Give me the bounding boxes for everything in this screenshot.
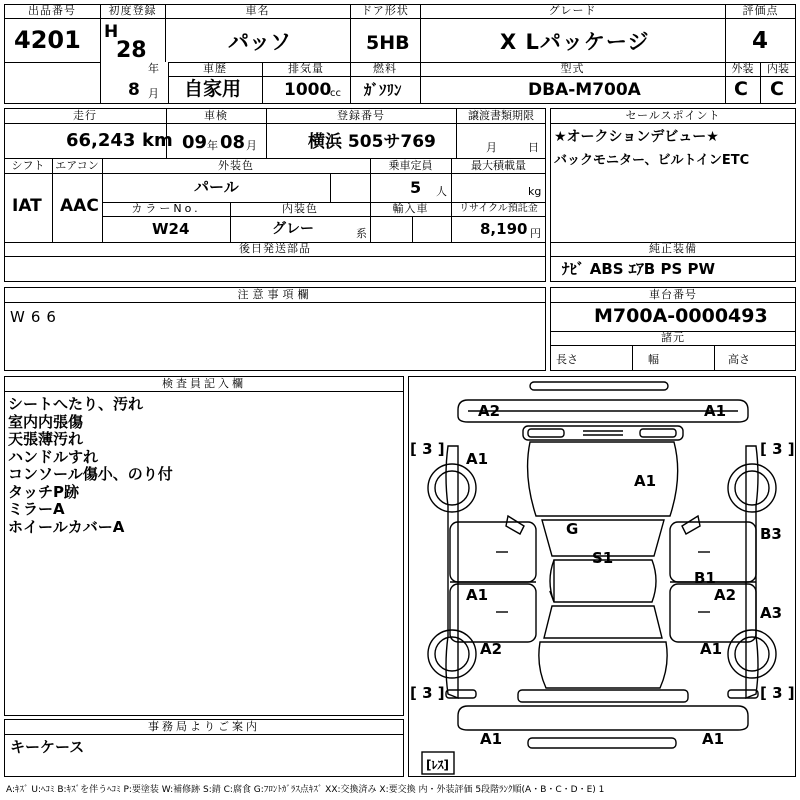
ac-label: エアコン (55, 159, 99, 172)
transfer-day-unit: 日 (528, 141, 539, 154)
spare-label: [ﾚｽ] (426, 758, 449, 772)
int-color-suffix: 系 (356, 227, 367, 240)
inspector-label: 検査員記入欄 (162, 377, 246, 390)
chassis-label: 車台番号 (649, 288, 697, 301)
note-item: ホイールカバーA (8, 517, 125, 536)
exterior-label: 外装 (731, 62, 754, 75)
recycle-value: 8,190 (480, 220, 528, 238)
insp-month-unit: 月 (246, 139, 257, 152)
max-load-label: 最大積載量 (471, 159, 526, 172)
plate-value: 横浜 505サ769 (308, 132, 436, 152)
office-label: 事務局よりご案内 (148, 720, 260, 733)
caution-text: W66 (10, 308, 62, 326)
length-label: 長さ (556, 353, 578, 366)
mark-front-left: A2 (478, 402, 501, 420)
import-label: 輸入車 (392, 202, 429, 215)
insp-year-value: 09 (182, 132, 208, 153)
inspector-notes (8, 396, 173, 536)
mark-rear-right: A1 (702, 730, 725, 748)
ac-value: AAC (60, 196, 99, 216)
interior-label: 内装 (767, 62, 789, 75)
fuel-label: 燃料 (373, 62, 397, 75)
sales-point-label: セールスポイント (625, 109, 721, 122)
legend-footer: A:ｷｽﾞ U:ﾍｺﾐ B:ｷｽﾞを伴うﾍｺﾐ P:要塗装 W:補修跡 S:錆 C:腐食 G:ﾌﾛﾝﾄｶﾞﾗｽ点ｷｽﾞ XX:交換済み X:要交換 内・外装評価 5段階ﾗﾝｸ順(A・B・C・D・E) 1 (6, 785, 605, 795)
note-item: ハンドルすれ (8, 447, 99, 466)
mark-glass: G (566, 520, 579, 538)
office-text: キーケース (10, 738, 85, 756)
insp-month-value: 08 (220, 132, 246, 153)
max-load-unit: kg (528, 185, 542, 198)
caution-label: 注意事項欄 (237, 288, 313, 301)
shift-label: シフト (11, 159, 45, 172)
mark-rear-left: A1 (480, 730, 503, 748)
capacity-value: 5 (410, 178, 422, 197)
int-color-value: グレー (272, 221, 314, 237)
tire-front-right-label: [ 3 ] (760, 440, 795, 458)
ext-color-label: 外装色 (218, 159, 254, 172)
note-item: 室内内張傷 (8, 412, 84, 431)
displacement-label: 排気量 (288, 62, 324, 75)
grade-label: グレード (548, 4, 597, 17)
dimensions-label: 諸元 (661, 331, 685, 344)
capacity-unit: 人 (436, 185, 447, 198)
month-unit: 月 (148, 87, 159, 100)
mark-left-rear-fender: A2 (480, 640, 503, 658)
mark-right-rear-door: A2 (714, 586, 737, 604)
tire-rear-left-label: [ 3 ] (410, 684, 445, 702)
note-item: タッチP跡 (8, 482, 79, 501)
month-value: 8 (128, 80, 140, 100)
sales-point-line2: バックモニター、ビルトインETC (554, 153, 750, 168)
grade-value: X Lパッケージ (500, 30, 650, 54)
capacity-label: 乗車定員 (388, 159, 433, 172)
year-value: 28 (116, 38, 147, 63)
recycle-unit: 円 (530, 227, 541, 240)
displacement-value: 1000 (284, 80, 332, 100)
tire-front-left-label: [ 3 ] (410, 440, 445, 458)
mark-left-rear-door: A1 (466, 586, 489, 604)
car-name-label: 車名 (245, 4, 270, 17)
sales-point-line1: ★オークションデビュー★ (554, 129, 719, 145)
later-parts-label: 後日発送部品 (239, 242, 311, 255)
note-item: 天張薄汚れ (8, 430, 84, 448)
mark-left-fender: A1 (466, 450, 489, 468)
interior-grade-value: C (770, 78, 784, 100)
inspection-label: 車検 (204, 109, 228, 122)
lot-no-label: 出品番号 (28, 4, 76, 17)
note-item: ミラーA (8, 500, 65, 518)
model-code-value: DBA-M700A (528, 80, 641, 100)
history-value: 自家用 (184, 78, 242, 100)
history-label: 車歴 (203, 62, 227, 75)
score-value: 4 (752, 28, 769, 54)
int-color-label: 内装色 (282, 202, 318, 215)
insp-year-unit: 年 (207, 139, 218, 152)
lot-no-value: 4201 (14, 26, 81, 54)
car-damage-diagram (408, 376, 796, 777)
plate-label: 登録番号 (337, 109, 385, 122)
color-no-label: カラーNo. (131, 202, 201, 215)
mark-right-rear-fender: A1 (700, 640, 723, 658)
mileage-value: 66,243 (66, 130, 136, 151)
first-reg-label: 初度登録 (108, 4, 157, 17)
mark-right-front-door: B3 (760, 525, 782, 543)
exterior-grade-value: C (734, 78, 748, 100)
year-unit: 年 (148, 62, 159, 75)
chassis-value: M700A-0000493 (594, 305, 768, 327)
mileage-label: 走行 (73, 109, 97, 122)
tire-rear-right-label: [ 3 ] (760, 684, 795, 702)
door-label: ドア形状 (361, 4, 409, 17)
shift-value: IAT (12, 196, 42, 216)
mark-right-rear-quarter: A3 (760, 604, 783, 622)
displacement-unit: cc (330, 88, 341, 99)
era-value: H (104, 22, 119, 42)
equipment-value: ﾅﾋﾞ ABS ｴｱB PS PW (562, 260, 716, 278)
model-code-label: 型式 (560, 62, 585, 75)
ext-color-value: パール (194, 178, 239, 196)
score-label: 評価点 (742, 4, 779, 17)
car-name-value: パッソ (228, 30, 291, 54)
mileage-unit: km (142, 130, 173, 151)
transfer-doc-label: 譲渡書類期限 (468, 109, 534, 122)
mark-hood: A1 (634, 472, 657, 490)
color-no-value: W24 (152, 220, 190, 238)
fuel-value: ｶﾞｿﾘﾝ (364, 81, 402, 99)
mark-front-right: A1 (704, 402, 727, 420)
transfer-month-unit: 月 (486, 141, 497, 154)
recycle-label: リサイクル預託金 (459, 203, 538, 214)
height-label: 高さ (728, 353, 750, 366)
mark-right-rear-door-b: B1 (694, 569, 716, 587)
width-label: 幅 (648, 353, 659, 366)
mark-roof: S1 (592, 549, 614, 567)
note-item: コンソール傷小、のり付 (8, 465, 173, 483)
equipment-label: 純正装備 (649, 242, 697, 255)
note-item: シートへたり、汚れ (8, 395, 144, 413)
door-value: 5HB (366, 32, 410, 54)
